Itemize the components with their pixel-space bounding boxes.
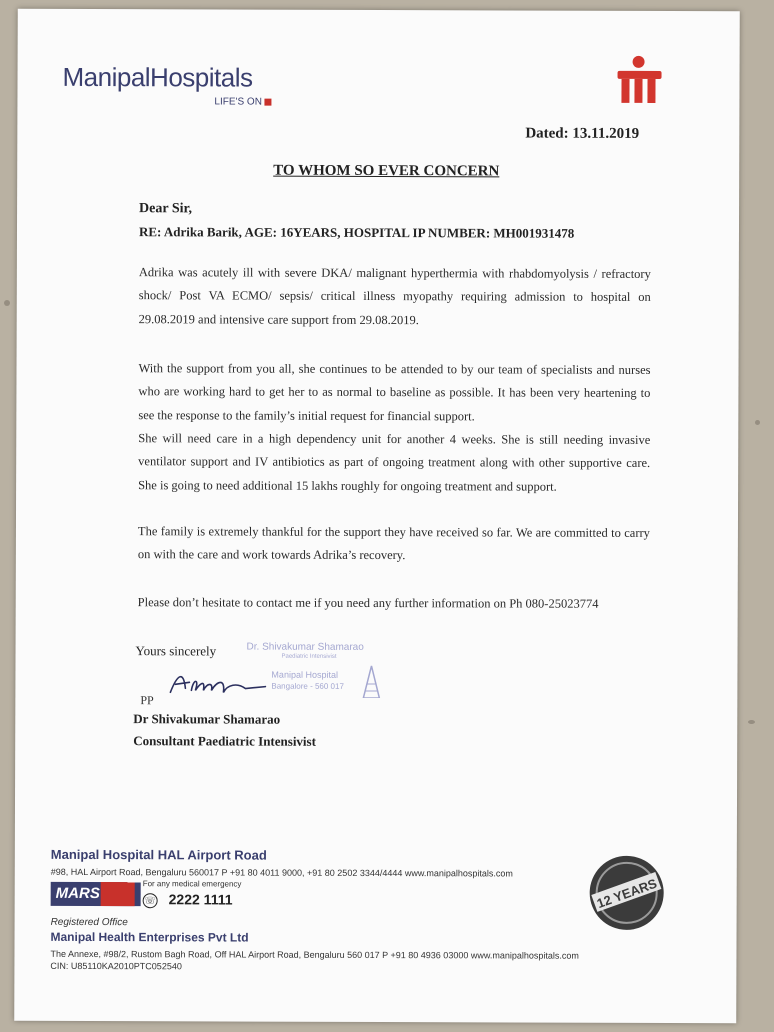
badge-text: 12 YEARS xyxy=(594,875,659,912)
emergency-number: 2222 1111 xyxy=(168,891,233,908)
per-procurationem-mark: PP xyxy=(140,693,154,708)
hospital-logo-text: ManipalHospitals xyxy=(62,61,253,93)
emergency-label: For any medical emergency xyxy=(142,879,242,889)
letter-page xyxy=(14,9,740,1024)
footer-hospital-name: Manipal Hospital HAL Airport Road xyxy=(50,846,267,863)
mars-logo: MARS xyxy=(51,882,141,906)
registered-address: The Annexe, #98/2, Rustom Bagh Road, Off HAL Airport Road, Bengaluru 560 017 P +91 80 4936 03000 www.manipalhospitals.com xyxy=(50,948,579,961)
paragraph-diagnosis: Adrika was acutely ill with severe DKA/ malignant hyperthermia with rhabdomyolysis / refractory shock/ Post VA ECMO/ sepsis/ critical illness myopathy requiring admission to hospital on 29.08.2019 and intensive care support from 29.08.2019. xyxy=(138,265,651,327)
surface-speck xyxy=(755,420,760,425)
stamp-city: Bangalore - 560 017 xyxy=(271,681,344,691)
cin-number: CIN: U85110KA2010PTC052540 xyxy=(50,960,182,972)
stamp-name: Dr. Shivakumar Shamarao xyxy=(246,641,364,653)
signer-name: Dr Shivakumar Shamarao xyxy=(133,711,281,727)
enterprise-name: Manipal Health Enterprises Pvt Ltd xyxy=(50,929,249,945)
stamp-building-icon xyxy=(359,664,381,698)
registered-office-label: Registered Office xyxy=(50,916,128,929)
letter-heading: TO WHOM SO EVER CONCERN xyxy=(273,162,500,180)
stamp-hospital: Manipal Hospital xyxy=(271,669,339,680)
phone-icon: ☏ xyxy=(143,893,158,908)
manipal-logo-icon xyxy=(615,55,665,107)
logo-tagline xyxy=(214,96,272,107)
reference-line: RE: Adrika Barik, AGE: 16YEARS, HOSPITAL IP NUMBER: MH001931478 xyxy=(138,224,575,241)
paragraph-contact: Please don’t hesitate to contact me if you need any further information on Ph 080-25023774 xyxy=(137,595,599,611)
paragraph-care-needs: She will need care in a high dependency unit for another 4 weeks. She is still needing invasive ventilator support and IV antibiotics as part of ongoing treatment along with other supportive care. She is going to need additional 15 lakhs roughly for ongoing treatment and support. xyxy=(138,431,651,494)
surface-speck xyxy=(4,300,10,306)
handwritten-signature xyxy=(165,664,275,700)
tagline-square-icon xyxy=(265,98,272,105)
surface-speck xyxy=(748,720,755,724)
tagline-text: LIFE'S ON xyxy=(214,96,262,108)
stamp-subtitle: Paediatric Intensivist xyxy=(281,653,337,660)
mars-logo-stripe xyxy=(101,882,135,906)
signer-title: Consultant Paediatric Intensivist xyxy=(133,733,316,749)
closing-text: Yours sincerely xyxy=(135,643,217,659)
paragraph-support: With the support from you all, she continues to be attended to by our team of specialists and nurses who are working hard to get her to as normal to baseline as possible. It has been very heartening to see the response to the family’s initial request for financial support. xyxy=(138,361,651,424)
footer-address: #98, HAL Airport Road, Bengaluru 560017 P +91 80 4011 9000, +91 80 2502 3344/4444 www.manipalhospitals.com xyxy=(50,866,513,879)
paragraph-thanks: The family is extremely thankful for the support they have received so far. We are committed to carry on with the care and work towards Adrika’s recovery. xyxy=(137,524,650,563)
twelve-years-badge-icon xyxy=(587,853,667,933)
salutation: Dear Sir, xyxy=(139,201,192,217)
letter-date: Dated: 13.11.2019 xyxy=(525,125,640,142)
